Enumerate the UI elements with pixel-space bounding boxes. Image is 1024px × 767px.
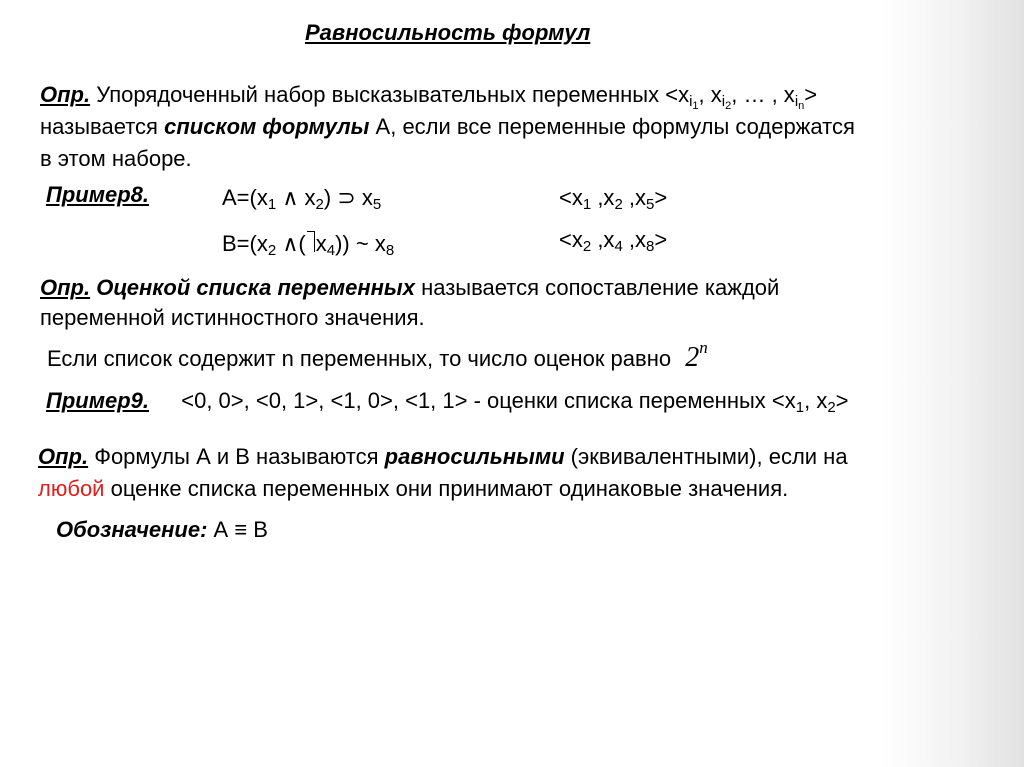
word-any: любой: [38, 476, 105, 501]
def1-line1: Опр. Упорядоченный набор высказывательных переменных $<x_{i_1}$, $x_{i_2}$, … , $x_{i_n}>$: [40, 82, 818, 112]
list-a: $<x_1$ $,x_2$ $,x_5>$: [559, 185, 668, 213]
def1-line3: в этом наборе.: [40, 146, 192, 171]
list-b: $<x_2$ $,x_4$ $,x_8>$: [559, 227, 668, 255]
def3-label: Опр.: [38, 444, 89, 469]
def2-line2: переменной истинностного значения.: [40, 305, 425, 330]
def1-line2: называется списком формулы А, если все переменные формулы содержатся: [40, 114, 855, 139]
example9-label: Пример9.: [46, 388, 149, 413]
term-evaluation: Оценкой списка переменных: [96, 275, 415, 300]
formula-b: $В=(x_2$ ∧( $x_4$)) ~ $x_8$: [222, 231, 395, 259]
slide-title: Равносильность формул: [305, 20, 591, 45]
count-line: Если список содержит n переменных, то число оценок равно 2$^n$: [47, 338, 708, 373]
def2-label: Опр.: [40, 275, 91, 300]
notation: Обозначение: А ≡ В: [56, 517, 268, 542]
def3-line1: Опр. Формулы А и В называются равносильными (эквивалентными), если на: [38, 444, 848, 469]
example8-label: Пример8.: [46, 182, 149, 207]
def1-label: Опр.: [40, 82, 91, 107]
definition-list-of-formula: [40, 79, 855, 175]
notation-label: Обозначение:: [56, 517, 208, 542]
definition-evaluation: [40, 273, 779, 333]
term-equivalent: равносильными: [384, 444, 565, 469]
term-list-of-formula: списком формулы: [164, 114, 370, 139]
def2-line1: Опр. Оценкой списка переменных называется сопоставление каждой: [40, 275, 780, 300]
def3-line2: любой оценке списка переменных они принимают одинаковые значения.: [38, 476, 789, 501]
formula-a: $А=(x_1$ ∧ $x_2$) ⊃ $x_5$: [222, 185, 382, 213]
example9: Пример9. <0, 0>, <0, 1>, <1, 0>, <1, 1> - оценки списка переменных $<x_1$, $x_2>$: [46, 388, 849, 416]
two-power-n: 2$^n$: [685, 338, 708, 373]
definition-equivalent: [38, 441, 848, 505]
